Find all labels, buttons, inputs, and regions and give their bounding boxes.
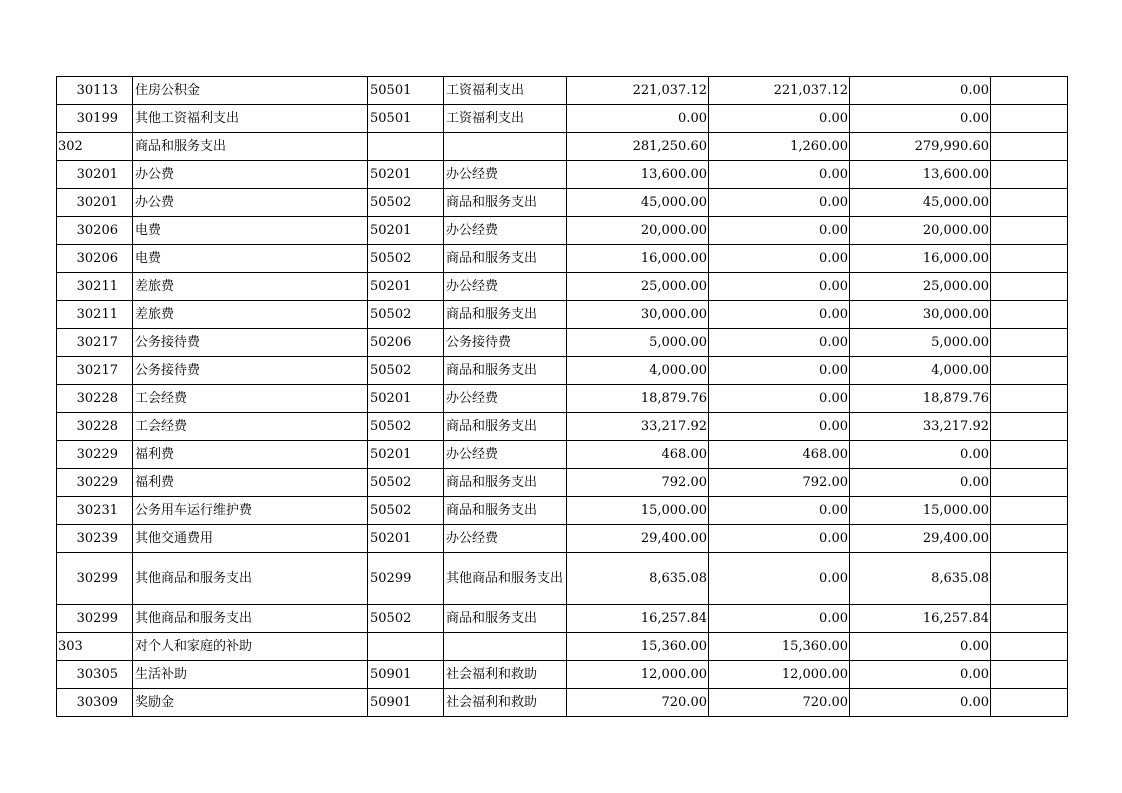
total-amount-cell: 468.00 — [567, 441, 709, 469]
total-amount-cell: 30,000.00 — [567, 301, 709, 329]
econ-class-code-cell: 30228 — [57, 385, 133, 413]
func-class-code-cell: 50502 — [368, 469, 444, 497]
econ-class-name-cell: 公务接待费 — [133, 357, 368, 385]
total-amount-cell: 13,600.00 — [567, 161, 709, 189]
empty-cell — [991, 245, 1068, 273]
econ-class-name-cell: 差旅费 — [133, 273, 368, 301]
empty-cell — [991, 689, 1068, 717]
func-class-name-cell: 办公经费 — [444, 217, 567, 245]
func-class-code-cell: 50201 — [368, 217, 444, 245]
table-row — [57, 525, 1068, 553]
econ-class-name-cell: 办公费 — [133, 161, 368, 189]
func-class-code-cell: 50502 — [368, 413, 444, 441]
func-class-code-cell: 50201 — [368, 525, 444, 553]
table-row — [57, 413, 1068, 441]
func-class-code-cell: 50501 — [368, 105, 444, 133]
basic-expense-cell: 0.00 — [709, 217, 850, 245]
func-class-name-cell: 商品和服务支出 — [444, 301, 567, 329]
empty-cell — [991, 469, 1068, 497]
func-class-name-cell: 社会福利和救助 — [444, 661, 567, 689]
total-amount-cell: 20,000.00 — [567, 217, 709, 245]
basic-expense-cell: 15,360.00 — [709, 633, 850, 661]
econ-class-code-cell: 30217 — [57, 329, 133, 357]
econ-class-name-cell: 公务接待费 — [133, 329, 368, 357]
project-expense-cell: 0.00 — [850, 105, 991, 133]
func-class-name-cell: 办公经费 — [444, 385, 567, 413]
basic-expense-cell: 12,000.00 — [709, 661, 850, 689]
basic-expense-cell: 0.00 — [709, 161, 850, 189]
econ-class-code-cell: 30211 — [57, 273, 133, 301]
func-class-name-cell: 其他商品和服务支出 — [444, 553, 567, 605]
func-class-code-cell: 50201 — [368, 273, 444, 301]
empty-cell — [991, 77, 1068, 105]
total-amount-cell: 29,400.00 — [567, 525, 709, 553]
econ-class-code-cell: 30229 — [57, 441, 133, 469]
table-row — [57, 301, 1068, 329]
func-class-name-cell: 商品和服务支出 — [444, 245, 567, 273]
total-amount-cell: 33,217.92 — [567, 413, 709, 441]
basic-expense-cell: 0.00 — [709, 605, 850, 633]
project-expense-cell: 33,217.92 — [850, 413, 991, 441]
econ-class-name-cell: 商品和服务支出 — [133, 133, 368, 161]
econ-class-code-cell: 30113 — [57, 77, 133, 105]
table-row — [57, 217, 1068, 245]
econ-class-code-cell: 30201 — [57, 189, 133, 217]
table-row — [57, 633, 1068, 661]
empty-cell — [991, 497, 1068, 525]
econ-class-name-cell: 其他工资福利支出 — [133, 105, 368, 133]
func-class-name-cell: 公务接待费 — [444, 329, 567, 357]
project-expense-cell: 0.00 — [850, 633, 991, 661]
basic-expense-cell: 0.00 — [709, 525, 850, 553]
econ-class-code-cell: 30201 — [57, 161, 133, 189]
table-body — [57, 77, 1068, 717]
econ-class-code-cell: 30299 — [57, 605, 133, 633]
table-row — [57, 605, 1068, 633]
project-expense-cell: 5,000.00 — [850, 329, 991, 357]
total-amount-cell: 0.00 — [567, 105, 709, 133]
project-expense-cell: 0.00 — [850, 689, 991, 717]
total-amount-cell: 8,635.08 — [567, 553, 709, 605]
func-class-code-cell — [368, 133, 444, 161]
project-expense-cell: 0.00 — [850, 441, 991, 469]
econ-class-name-cell: 电费 — [133, 245, 368, 273]
budget-table — [56, 76, 1068, 717]
econ-class-name-cell: 差旅费 — [133, 301, 368, 329]
func-class-name-cell: 社会福利和救助 — [444, 689, 567, 717]
total-amount-cell: 16,257.84 — [567, 605, 709, 633]
basic-expense-cell: 221,037.12 — [709, 77, 850, 105]
econ-class-name-cell: 工会经费 — [133, 385, 368, 413]
total-amount-cell: 45,000.00 — [567, 189, 709, 217]
total-amount-cell: 281,250.60 — [567, 133, 709, 161]
empty-cell — [991, 161, 1068, 189]
project-expense-cell: 4,000.00 — [850, 357, 991, 385]
table-row — [57, 357, 1068, 385]
func-class-name-cell — [444, 633, 567, 661]
empty-cell — [991, 633, 1068, 661]
func-class-name-cell: 商品和服务支出 — [444, 605, 567, 633]
table-row — [57, 497, 1068, 525]
project-expense-cell: 0.00 — [850, 469, 991, 497]
basic-expense-cell: 0.00 — [709, 385, 850, 413]
empty-cell — [991, 605, 1068, 633]
func-class-code-cell: 50201 — [368, 385, 444, 413]
econ-class-name-cell: 其他商品和服务支出 — [133, 605, 368, 633]
total-amount-cell: 18,879.76 — [567, 385, 709, 413]
basic-expense-cell: 0.00 — [709, 273, 850, 301]
empty-cell — [991, 189, 1068, 217]
econ-class-name-cell: 电费 — [133, 217, 368, 245]
econ-class-code-cell: 30199 — [57, 105, 133, 133]
total-amount-cell: 25,000.00 — [567, 273, 709, 301]
func-class-code-cell: 50502 — [368, 301, 444, 329]
func-class-name-cell: 商品和服务支出 — [444, 413, 567, 441]
econ-class-name-cell: 福利费 — [133, 441, 368, 469]
table-row — [57, 161, 1068, 189]
func-class-code-cell: 50502 — [368, 245, 444, 273]
func-class-code-cell: 50502 — [368, 605, 444, 633]
project-expense-cell: 13,600.00 — [850, 161, 991, 189]
func-class-name-cell: 办公经费 — [444, 441, 567, 469]
econ-class-name-cell: 奖励金 — [133, 689, 368, 717]
econ-class-name-cell: 其他交通费用 — [133, 525, 368, 553]
econ-class-name-cell: 公务用车运行维护费 — [133, 497, 368, 525]
table-row — [57, 77, 1068, 105]
project-expense-cell: 0.00 — [850, 661, 991, 689]
basic-expense-cell: 0.00 — [709, 413, 850, 441]
project-expense-cell: 20,000.00 — [850, 217, 991, 245]
econ-class-code-cell: 30228 — [57, 413, 133, 441]
project-expense-cell: 279,990.60 — [850, 133, 991, 161]
basic-expense-cell: 0.00 — [709, 553, 850, 605]
total-amount-cell: 221,037.12 — [567, 77, 709, 105]
empty-cell — [991, 385, 1068, 413]
table-row — [57, 441, 1068, 469]
table-row — [57, 661, 1068, 689]
basic-expense-cell: 468.00 — [709, 441, 850, 469]
func-class-code-cell: 50502 — [368, 357, 444, 385]
empty-cell — [991, 329, 1068, 357]
project-expense-cell: 29,400.00 — [850, 525, 991, 553]
func-class-name-cell: 商品和服务支出 — [444, 497, 567, 525]
econ-class-code-cell: 30211 — [57, 301, 133, 329]
econ-class-name-cell: 福利费 — [133, 469, 368, 497]
table-row — [57, 245, 1068, 273]
econ-class-code-cell: 30305 — [57, 661, 133, 689]
econ-class-name-cell: 办公费 — [133, 189, 368, 217]
econ-class-code-cell: 30206 — [57, 245, 133, 273]
basic-expense-cell: 0.00 — [709, 245, 850, 273]
func-class-code-cell — [368, 633, 444, 661]
econ-class-code-cell: 30309 — [57, 689, 133, 717]
basic-expense-cell: 0.00 — [709, 329, 850, 357]
func-class-name-cell: 办公经费 — [444, 273, 567, 301]
func-class-code-cell: 50201 — [368, 441, 444, 469]
empty-cell — [991, 105, 1068, 133]
econ-class-code-cell: 30299 — [57, 553, 133, 605]
project-expense-cell: 16,257.84 — [850, 605, 991, 633]
func-class-name-cell: 工资福利支出 — [444, 77, 567, 105]
table-row — [57, 385, 1068, 413]
func-class-code-cell: 50501 — [368, 77, 444, 105]
econ-class-code-cell: 30231 — [57, 497, 133, 525]
econ-class-name-cell: 对个人和家庭的补助 — [133, 633, 368, 661]
econ-class-name-cell: 其他商品和服务支出 — [133, 553, 368, 605]
total-amount-cell: 15,360.00 — [567, 633, 709, 661]
project-expense-cell: 8,635.08 — [850, 553, 991, 605]
func-class-code-cell: 50502 — [368, 497, 444, 525]
empty-cell — [991, 273, 1068, 301]
basic-expense-cell: 0.00 — [709, 497, 850, 525]
econ-class-name-cell: 生活补助 — [133, 661, 368, 689]
project-expense-cell: 0.00 — [850, 77, 991, 105]
basic-expense-cell: 720.00 — [709, 689, 850, 717]
econ-class-code-cell: 30206 — [57, 217, 133, 245]
econ-class-code-cell: 302 — [57, 133, 133, 161]
total-amount-cell: 720.00 — [567, 689, 709, 717]
total-amount-cell: 4,000.00 — [567, 357, 709, 385]
func-class-code-cell: 50299 — [368, 553, 444, 605]
econ-class-name-cell: 工会经费 — [133, 413, 368, 441]
empty-cell — [991, 357, 1068, 385]
econ-class-code-cell: 30239 — [57, 525, 133, 553]
total-amount-cell: 5,000.00 — [567, 329, 709, 357]
func-class-name-cell: 办公经费 — [444, 161, 567, 189]
func-class-name-cell — [444, 133, 567, 161]
func-class-name-cell: 商品和服务支出 — [444, 357, 567, 385]
func-class-name-cell: 办公经费 — [444, 525, 567, 553]
project-expense-cell: 45,000.00 — [850, 189, 991, 217]
func-class-code-cell: 50201 — [368, 161, 444, 189]
func-class-code-cell: 50901 — [368, 661, 444, 689]
project-expense-cell: 16,000.00 — [850, 245, 991, 273]
basic-expense-cell: 0.00 — [709, 357, 850, 385]
table-row — [57, 189, 1068, 217]
econ-class-code-cell: 303 — [57, 633, 133, 661]
func-class-code-cell: 50901 — [368, 689, 444, 717]
table-row — [57, 329, 1068, 357]
basic-expense-cell: 0.00 — [709, 105, 850, 133]
table-row — [57, 105, 1068, 133]
func-class-code-cell: 50206 — [368, 329, 444, 357]
project-expense-cell: 15,000.00 — [850, 497, 991, 525]
table-row — [57, 689, 1068, 717]
func-class-code-cell: 50502 — [368, 189, 444, 217]
total-amount-cell: 16,000.00 — [567, 245, 709, 273]
empty-cell — [991, 661, 1068, 689]
empty-cell — [991, 413, 1068, 441]
func-class-name-cell: 商品和服务支出 — [444, 469, 567, 497]
func-class-name-cell: 工资福利支出 — [444, 105, 567, 133]
econ-class-code-cell: 30217 — [57, 357, 133, 385]
empty-cell — [991, 553, 1068, 605]
basic-expense-cell: 0.00 — [709, 189, 850, 217]
empty-cell — [991, 301, 1068, 329]
project-expense-cell: 25,000.00 — [850, 273, 991, 301]
econ-class-code-cell: 30229 — [57, 469, 133, 497]
total-amount-cell: 12,000.00 — [567, 661, 709, 689]
basic-expense-cell: 1,260.00 — [709, 133, 850, 161]
basic-expense-cell: 792.00 — [709, 469, 850, 497]
empty-cell — [991, 217, 1068, 245]
empty-cell — [991, 525, 1068, 553]
basic-expense-cell: 0.00 — [709, 301, 850, 329]
table-row — [57, 133, 1068, 161]
project-expense-cell: 18,879.76 — [850, 385, 991, 413]
table-row — [57, 273, 1068, 301]
total-amount-cell: 15,000.00 — [567, 497, 709, 525]
empty-cell — [991, 133, 1068, 161]
func-class-name-cell: 商品和服务支出 — [444, 189, 567, 217]
project-expense-cell: 30,000.00 — [850, 301, 991, 329]
table-row — [57, 553, 1068, 605]
table-row — [57, 469, 1068, 497]
total-amount-cell: 792.00 — [567, 469, 709, 497]
empty-cell — [991, 441, 1068, 469]
econ-class-name-cell: 住房公积金 — [133, 77, 368, 105]
